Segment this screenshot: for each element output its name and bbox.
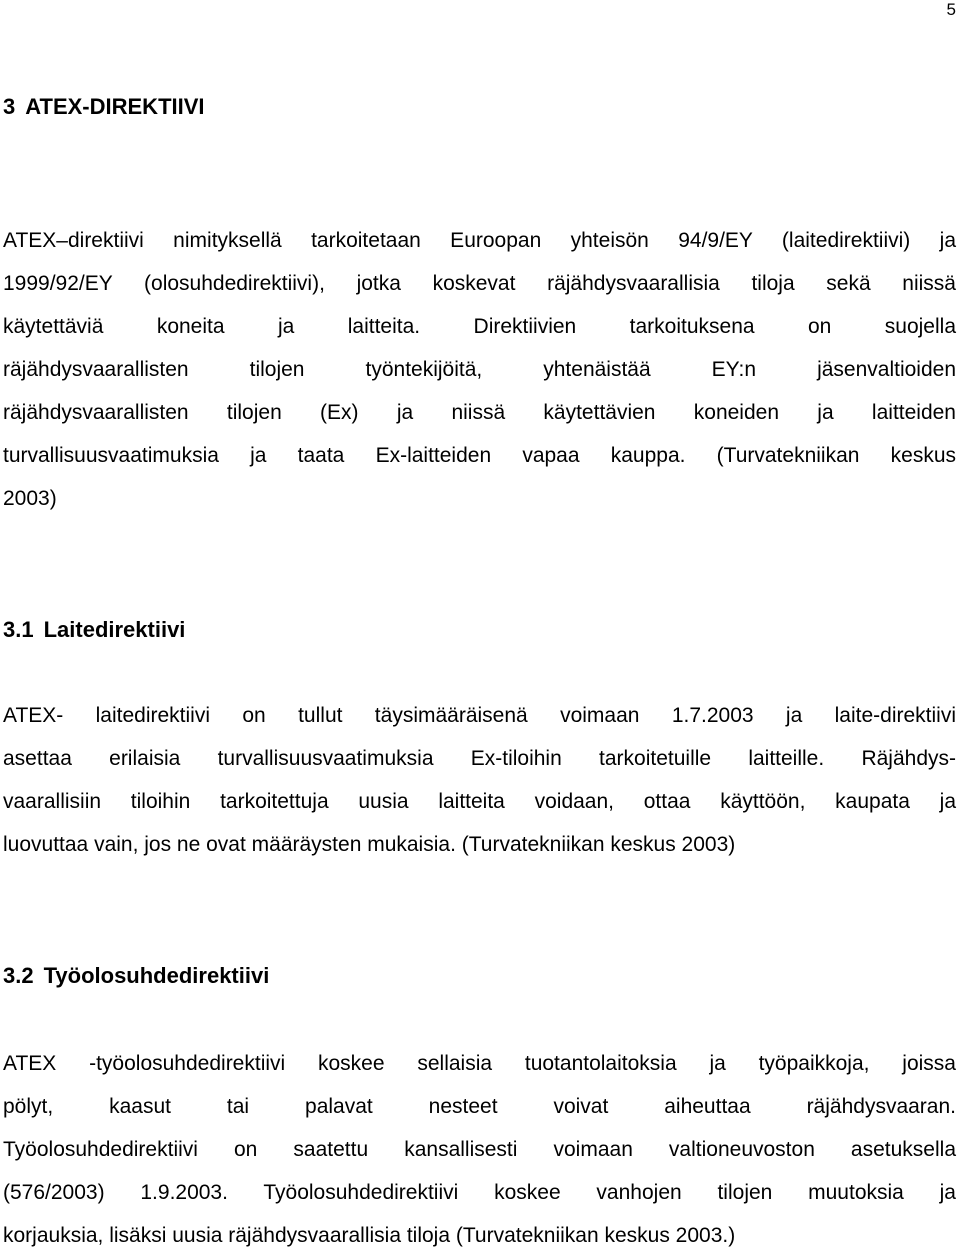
section-3-1-paragraph bbox=[3, 694, 956, 866]
paragraph-line: ATEX- laitedirektiivi on tullut täysimääräisenä voimaan 1.7.2003 ja laite-direktiivi bbox=[3, 704, 956, 727]
section-number: 3.1 bbox=[3, 617, 34, 642]
paragraph-line: räjähdysvaarallisten tilojen työntekijöitä, yhtenäistää EY:n jäsenvaltioiden bbox=[3, 358, 956, 381]
section-3-paragraph bbox=[3, 219, 956, 520]
paragraph-line: käytettäviä koneita ja laitteita. Direktiivien tarkoituksena on suojella bbox=[3, 315, 956, 338]
section-number: 3.2 bbox=[3, 963, 34, 988]
paragraph-line: pölyt, kaasut tai palavat nesteet voivat aiheuttaa räjähdysvaaran. bbox=[3, 1095, 956, 1118]
section-3-2-heading bbox=[3, 963, 269, 989]
paragraph-line: 1999/92/EY (olosuhdedirektiivi), jotka koskevat räjähdysvaarallisia tiloja sekä niissä bbox=[3, 272, 956, 295]
section-title: Työolosuhdedirektiivi bbox=[43, 963, 270, 988]
paragraph-line: ATEX–direktiivi nimityksellä tarkoitetaan Euroopan yhteisön 94/9/EY (laitedirektiivi) ja bbox=[3, 229, 956, 252]
section-3-1-heading bbox=[3, 617, 185, 643]
paragraph-line: turvallisuusvaatimuksia ja taata Ex-laitteiden vapaa kauppa. (Turvatekniikan keskus bbox=[3, 444, 956, 467]
section-number: 3 bbox=[3, 94, 16, 119]
section-title: ATEX-DIREKTIIVI bbox=[25, 94, 205, 119]
paragraph-line: asettaa erilaisia turvallisuusvaatimuksia Ex-tiloihin tarkoitetuille laitteille. Räjähdys- bbox=[3, 747, 956, 770]
section-3-heading bbox=[3, 94, 205, 120]
paragraph-line: ATEX -työolosuhdedirektiivi koskee sellaisia tuotantolaitoksia ja työpaikkoja, joissa bbox=[3, 1052, 956, 1075]
paragraph-line: 2003) bbox=[3, 487, 57, 510]
paragraph-line: vaarallisiin tiloihin tarkoitettuja uusia laitteita voidaan, ottaa käyttöön, kaupata ja bbox=[3, 790, 956, 813]
page-number: 5 bbox=[946, 0, 956, 19]
section-title: Laitedirektiivi bbox=[43, 617, 186, 642]
section-3-2-paragraph bbox=[3, 1042, 956, 1257]
paragraph-line: luovuttaa vain, jos ne ovat määräysten mukaisia. (Turvatekniikan keskus 2003) bbox=[3, 833, 736, 856]
paragraph-line: (576/2003) 1.9.2003. Työolosuhdedirektiivi koskee vanhojen tilojen muutoksia ja bbox=[3, 1181, 956, 1204]
paragraph-line: räjähdysvaarallisten tilojen (Ex) ja niissä käytettävien koneiden ja laitteiden bbox=[3, 401, 956, 424]
paragraph-line: korjauksia, lisäksi uusia räjähdysvaarallisia tiloja (Turvatekniikan keskus 2003.) bbox=[3, 1224, 736, 1247]
paragraph-line: Työolosuhdedirektiivi on saatettu kansallisesti voimaan valtioneuvoston asetuksella bbox=[3, 1138, 956, 1161]
